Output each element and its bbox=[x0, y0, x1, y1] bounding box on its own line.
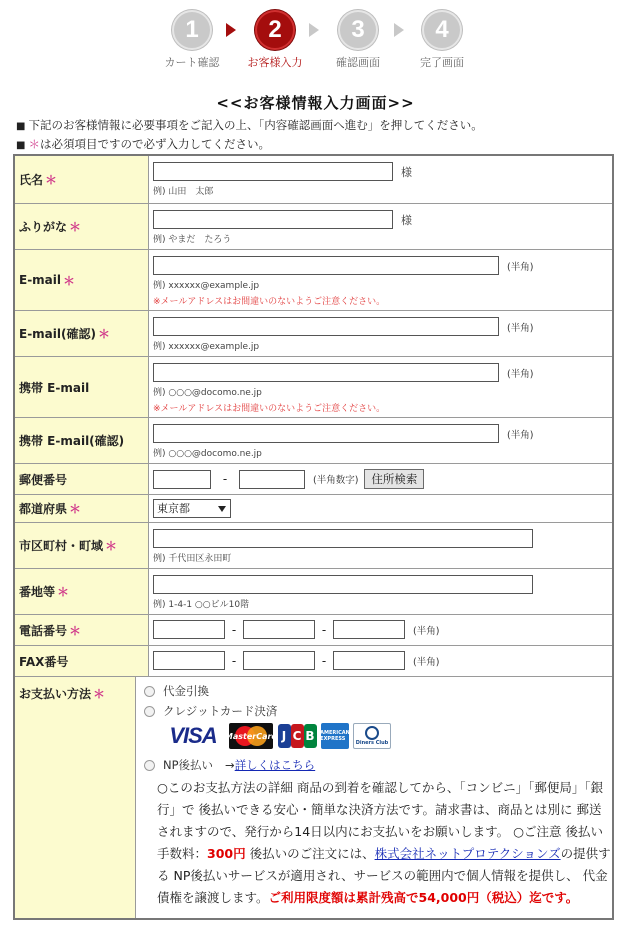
label-text: 氏名 bbox=[19, 173, 44, 187]
progress-steps bbox=[0, 10, 631, 72]
diners-logo bbox=[353, 723, 391, 749]
required-note bbox=[16, 136, 270, 152]
field-value bbox=[149, 464, 612, 494]
np-limit: ご利用限度額は累計残高で54,000円（税込）迄です。 bbox=[268, 890, 579, 905]
required-mark: ＊ bbox=[97, 327, 110, 341]
suffix-text: 様 bbox=[401, 213, 412, 227]
np-description bbox=[157, 777, 612, 909]
option-label: 代金引換 bbox=[163, 684, 209, 698]
mastercard-logo bbox=[224, 723, 278, 749]
step-number: 4 bbox=[422, 10, 462, 50]
field-value bbox=[149, 615, 612, 645]
field-value bbox=[149, 250, 612, 310]
label-text: E-mail bbox=[19, 273, 62, 287]
step-number: 3 bbox=[338, 10, 378, 50]
step-label: 完了画面 bbox=[420, 56, 464, 69]
field-label bbox=[15, 464, 149, 494]
suffix-text: (半角) bbox=[507, 322, 534, 334]
step-customer-input bbox=[235, 10, 315, 70]
step-confirm bbox=[318, 10, 398, 70]
np-details-link[interactable]: 詳しくはこちら bbox=[234, 758, 316, 772]
street-input[interactable] bbox=[153, 575, 533, 594]
label-text: FAX番号 bbox=[19, 654, 69, 669]
dash-separator: - bbox=[321, 622, 327, 637]
fax-third-input[interactable] bbox=[333, 651, 405, 670]
field-label bbox=[15, 311, 149, 356]
amex-logo: AMERICAN EXPRESS bbox=[321, 723, 349, 749]
radio-button[interactable] bbox=[144, 686, 155, 697]
email-confirm-input[interactable] bbox=[153, 317, 499, 336]
form-row-phone bbox=[15, 614, 612, 645]
label-text: 携帯 E-mail bbox=[19, 380, 90, 395]
label-text: ふりがな bbox=[19, 220, 68, 234]
payment-option-cod[interactable] bbox=[140, 681, 612, 701]
label-text: 番地等 bbox=[19, 585, 56, 599]
arrow-icon: → bbox=[225, 758, 235, 772]
field-value bbox=[149, 357, 612, 417]
payment-option-np[interactable] bbox=[140, 755, 612, 775]
field-label bbox=[15, 204, 149, 249]
radio-button[interactable] bbox=[144, 706, 155, 717]
label-text: E-mail(確認) bbox=[19, 327, 96, 341]
field-value bbox=[149, 204, 612, 249]
required-mark: ＊ bbox=[69, 623, 82, 638]
form-row-fax bbox=[15, 645, 612, 676]
required-mark: ＊ bbox=[57, 585, 70, 599]
form-row-mobile-email-confirm bbox=[15, 417, 612, 463]
phone-third-input[interactable] bbox=[333, 620, 405, 639]
dash-separator: - bbox=[222, 472, 228, 486]
phone-second-input[interactable] bbox=[243, 620, 315, 639]
form-row-name bbox=[15, 156, 612, 203]
form-row-furigana bbox=[15, 203, 612, 249]
option-label: クレジットカード決済 bbox=[163, 704, 278, 718]
jcb-j: J bbox=[278, 724, 291, 748]
field-value bbox=[149, 569, 612, 614]
label-text: お支払い方法 bbox=[19, 687, 92, 701]
step-cart bbox=[152, 10, 232, 70]
suffix-text: (半角数字) bbox=[313, 475, 359, 486]
np-desc-text: ○このお支払方法の詳細 商品の到着を確認してから、「コンビニ」「郵便局」「銀行」で 後払いできる安心・簡単な決済方法です。請求書は、商品とは別に 郵送されますので、発行から14日以内にお支払いをお願いします。 ○ご注意 後払い手数料： bbox=[157, 780, 604, 861]
required-mark: ＊ bbox=[69, 502, 82, 516]
email-input[interactable] bbox=[153, 256, 499, 275]
field-label bbox=[15, 156, 149, 203]
mobile-email-input[interactable] bbox=[153, 363, 499, 382]
required-mark: ＊ bbox=[45, 173, 58, 187]
label-text: 都道府県 bbox=[19, 502, 68, 516]
zip-second-input[interactable] bbox=[239, 470, 305, 489]
suffix-text: (半角) bbox=[507, 429, 534, 441]
field-label bbox=[15, 615, 149, 645]
required-mark: ＊ bbox=[63, 273, 76, 288]
field-label bbox=[15, 677, 136, 918]
field-label bbox=[15, 523, 149, 568]
required-note-text: は必須項目ですので必ず入力してください。 bbox=[39, 137, 270, 151]
radio-button[interactable] bbox=[144, 760, 155, 771]
field-label bbox=[15, 646, 149, 676]
prefecture-select[interactable] bbox=[153, 499, 231, 518]
required-mark: ＊ bbox=[28, 137, 40, 151]
bullet-icon: ■ bbox=[16, 121, 26, 132]
label-text: 電話番号 bbox=[19, 623, 68, 638]
option-label: NP後払い bbox=[163, 758, 214, 772]
jcb-c: C bbox=[291, 724, 304, 748]
field-value bbox=[136, 677, 612, 918]
warning-text: ※メールアドレスはお間違いのないようご注意ください。 bbox=[153, 404, 386, 414]
required-mark: ＊ bbox=[105, 539, 118, 553]
example-text: 例) ○○○@docomo.ne.jp bbox=[153, 449, 262, 459]
label-text: 市区町村・町域 bbox=[19, 539, 104, 553]
step-label: お客様入力 bbox=[247, 56, 303, 69]
form-row-email-confirm bbox=[15, 310, 612, 356]
field-value bbox=[149, 495, 612, 522]
label-text: 携帯 E-mail(確認) bbox=[19, 434, 125, 448]
field-label bbox=[15, 418, 149, 463]
np-desc-text: の提供する NP後払いサービスが適用され、サービスの範囲内で個人情報を提供し、 代金債権を譲渡します。 bbox=[157, 846, 611, 905]
instruction-text: 下記のお客様情報に必要事項をご記入の上、「内容確認画面へ進む」を押してください。 bbox=[28, 118, 483, 132]
form-row-prefecture bbox=[15, 494, 612, 522]
form-row-payment bbox=[15, 676, 612, 918]
suffix-text: (半角) bbox=[507, 368, 534, 380]
np-fee: 300円 bbox=[207, 846, 246, 861]
chevron-down-icon bbox=[218, 506, 226, 512]
example-text: 例) 1-4-1 ○○ビル10階 bbox=[153, 600, 250, 610]
form-row-mobile-email bbox=[15, 356, 612, 417]
field-value bbox=[149, 156, 612, 203]
jcb-b: B bbox=[304, 724, 317, 748]
step-complete bbox=[402, 10, 482, 70]
mobile-email-confirm-input[interactable] bbox=[153, 424, 499, 443]
field-label bbox=[15, 357, 149, 417]
furigana-input[interactable] bbox=[153, 210, 393, 229]
instruction-note bbox=[16, 117, 483, 133]
example-text: 例) やまだ たろう bbox=[153, 235, 232, 245]
form-row-email bbox=[15, 249, 612, 310]
required-mark: ＊ bbox=[69, 220, 82, 234]
field-label bbox=[15, 250, 149, 310]
suffix-text: (半角) bbox=[413, 625, 440, 637]
mastercard-text: MasterCard bbox=[224, 731, 278, 741]
field-value bbox=[149, 523, 612, 568]
dash-separator: - bbox=[231, 622, 237, 637]
example-text: 例) 山田 太郎 bbox=[153, 187, 214, 197]
visa-logo: VISA bbox=[169, 723, 217, 748]
payment-option-credit[interactable] bbox=[140, 701, 612, 721]
suffix-text: 様 bbox=[401, 165, 412, 179]
field-label bbox=[15, 569, 149, 614]
form-row-zip bbox=[15, 463, 612, 494]
name-input[interactable] bbox=[153, 162, 393, 181]
credit-card-logos bbox=[161, 723, 612, 749]
field-value bbox=[149, 418, 612, 463]
example-text: 例) xxxxxx@example.jp bbox=[153, 342, 260, 352]
step-label: カート確認 bbox=[164, 56, 220, 69]
phone-first-input[interactable] bbox=[153, 620, 225, 639]
np-company-link[interactable]: 株式会社ネットプロテクションズ bbox=[374, 846, 561, 861]
diners-text: Diners Club bbox=[355, 740, 389, 746]
example-text: 例) ○○○@docomo.ne.jp bbox=[153, 388, 262, 398]
zip-first-input[interactable] bbox=[153, 470, 211, 489]
dash-separator: - bbox=[231, 653, 237, 668]
form-row-street bbox=[15, 568, 612, 614]
diners-ring-icon bbox=[365, 726, 379, 740]
required-mark: ＊ bbox=[93, 687, 106, 701]
customer-form bbox=[13, 154, 614, 920]
field-label bbox=[15, 495, 149, 522]
example-text: 例) 千代田区永田町 bbox=[153, 554, 232, 564]
field-value bbox=[149, 646, 612, 676]
np-desc-text: 後払いのご注文には、 bbox=[245, 846, 375, 861]
suffix-text: (半角) bbox=[507, 261, 534, 273]
jcb-logo bbox=[277, 723, 317, 749]
field-value bbox=[149, 311, 612, 356]
dash-separator: - bbox=[321, 653, 327, 668]
label-text: 郵便番号 bbox=[19, 472, 68, 487]
fax-first-input[interactable] bbox=[153, 651, 225, 670]
fax-second-input[interactable] bbox=[243, 651, 315, 670]
step-label: 確認画面 bbox=[336, 56, 380, 69]
page-title: <<お客様情報入力画面>> bbox=[216, 94, 415, 112]
address-search-button[interactable]: 住所検索 bbox=[364, 469, 424, 489]
city-input[interactable] bbox=[153, 529, 533, 548]
step-number: 1 bbox=[172, 10, 212, 50]
warning-text: ※メールアドレスはお間違いのないようご注意ください。 bbox=[153, 297, 386, 307]
suffix-text: (半角) bbox=[413, 656, 440, 668]
bullet-icon: ■ bbox=[16, 140, 26, 151]
example-text: 例) xxxxxx@example.jp bbox=[153, 281, 260, 291]
step-number: 2 bbox=[255, 10, 295, 50]
selected-value: 東京都 bbox=[157, 502, 190, 515]
form-row-city bbox=[15, 522, 612, 568]
